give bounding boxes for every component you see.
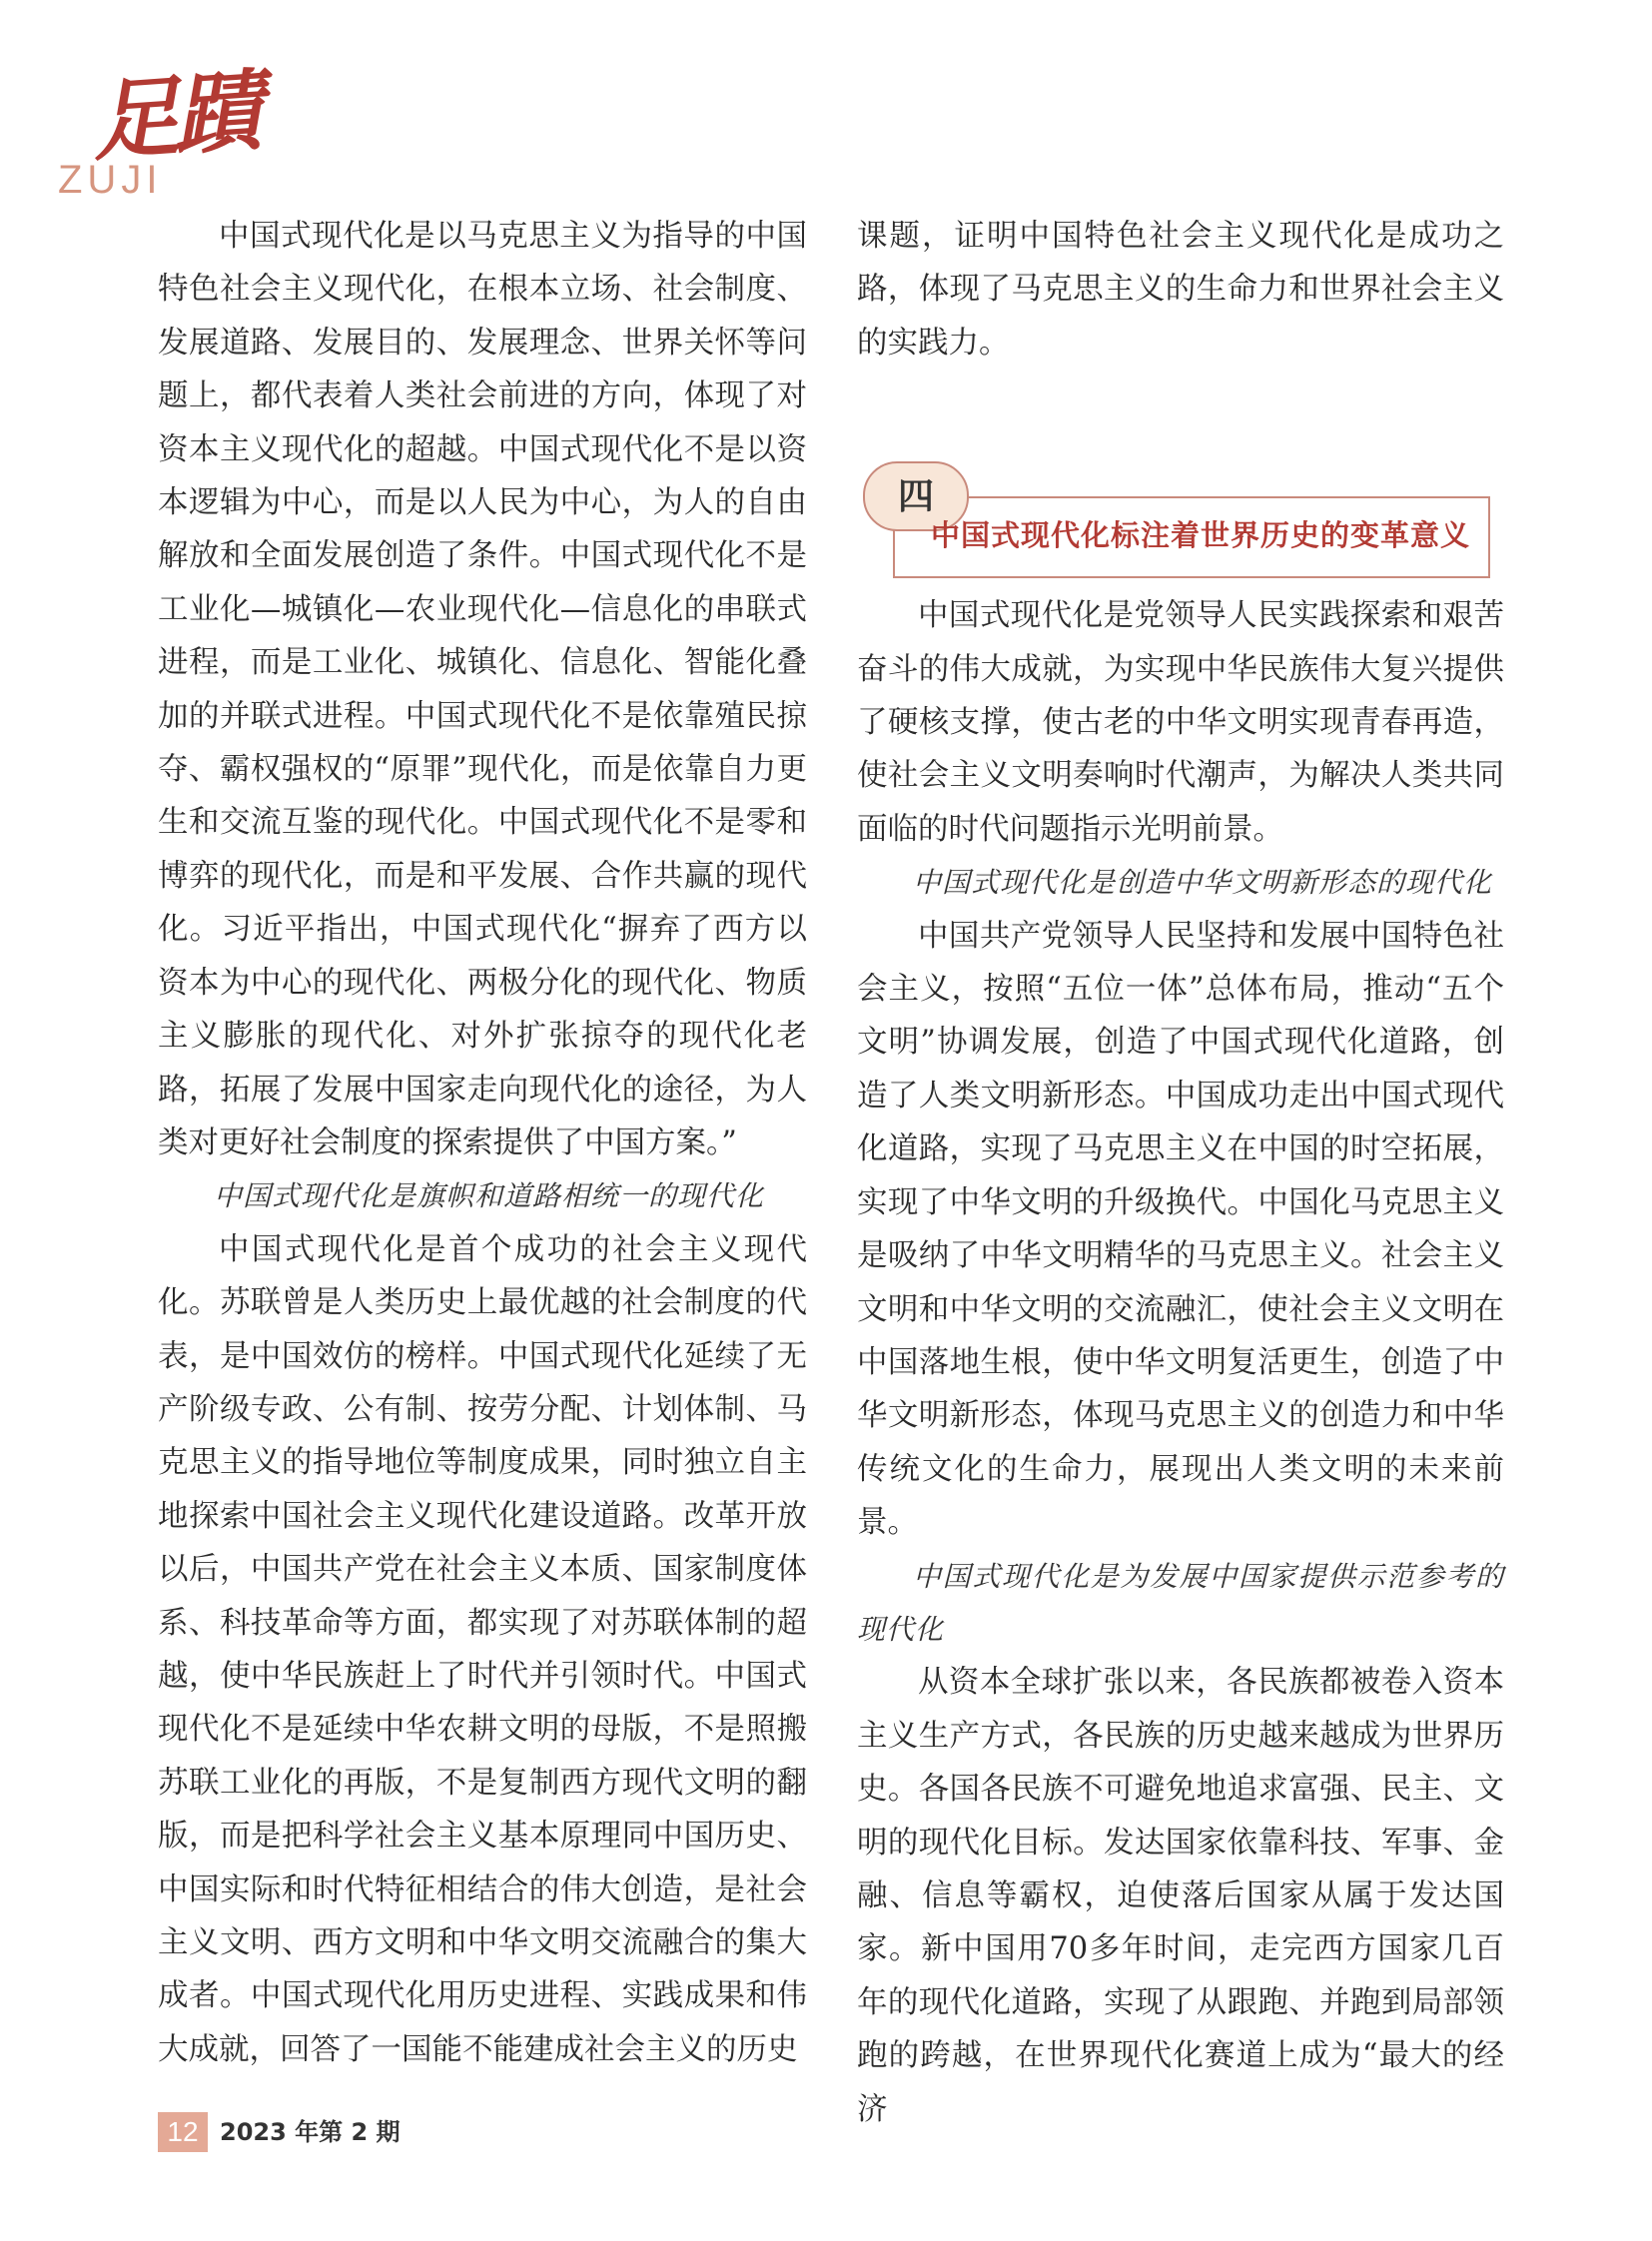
paragraph: 中国式现代化是首个成功的社会主义现代化。苏联曾是人类历史上最优越的社会制度的代表，是中国效仿的榜样。中国式现代化延续了无产阶级专政、公有制、按劳分配、计划体制、马克思主义的指导地位等制度成果，同时独立自主地探索中国社会主义现代化建设道路。改革开放以后，中国共产党在社会主义本质、国家制度体系、科技革命等方面，都实现了对苏联体制的超越，使中华民族赶上了时代并引领时代。中国式现代化不是延续中华农耕文明的母版，不是照搬苏联工业化的再版，不是复制西方现代文明的翻版，而是把科学社会主义基本原理同中国历史、中国实际和时代特征相结合的伟大创造，是社会主义文明、西方文明和中华文明交流融合的集大成者。中国式现代化用历史进程、实践成果和伟大成就，回答了一国能不能建成社会主义的历史 (158, 1231, 807, 2067)
subheading: 中国式现代化是旗帜和道路相统一的现代化 (214, 1179, 765, 1213)
paragraph: 从资本全球扩张以来，各民族都被卷入资本主义生产方式，各民族的历史越来越成为世界历史。各国各民族不可避免地追求富强、民主、文明的现代化目标。发达国家依靠科技、军事、金融、信息等霸权，迫使落后国家从属于发达国家。新中国用70多年时间，走完西方国家几百年的现代化道路，实现了从跟跑、并跑到局部领跑的跨越，在世界现代化赛道上成为“最大的经济 (857, 1665, 1504, 2127)
page-number: 12 (158, 2112, 208, 2152)
issue-label: 2023 年第 2 期 (220, 2118, 401, 2146)
section-number: 四 (863, 461, 969, 531)
magazine-logo: 足蹟 (88, 58, 260, 174)
subheading: 中国式现代化是为发展中国家提供示范参考的现代化 (857, 1559, 1504, 1646)
right-column (857, 210, 1504, 2136)
left-column (158, 210, 807, 2076)
paragraph: 中国式现代化是以马克思主义为指导的中国特色社会主义现代化，在根本立场、社会制度、发展道路、发展目的、发展理念、世界关怀等问题上，都代表着人类社会前进的方向，体现了对资本主义现代化的超越。中国式现代化不是以资本逻辑为中心，而是以人民为中心，为人的自由解放和全面发展创造了条件。中国式现代化不是工业化—城镇化—农业现代化—信息化的串联式进程，而是工业化、城镇化、信息化、智能化叠加的并联式进程。中国式现代化不是依靠殖民掠夺、霸权强权的“原罪”现代化，而是依靠自力更生和交流互鉴的现代化。中国式现代化不是零和博弈的现代化，而是和平发展、合作共赢的现代化。习近平指出，中国式现代化“摒弃了西方以资本为中心的现代化、两极分化的现代化、物质主义膨胀的现代化、对外扩张掠夺的现代化老路，拓展了发展中国家走向现代化的途径，为人类对更好社会制度的探索提供了中国方案。” (158, 219, 807, 1160)
paragraph: 中国式现代化是党领导人民实践探索和艰苦奋斗的伟大成就，为实现中华民族伟大复兴提供了硬核支撑，使古老的中华文明实现青春再造，使社会主义文明奏响时代潮声，为解决人类共同面临的时代问题指示光明前景。 (857, 598, 1504, 847)
section-title: 中国式现代化标注着世界历史的变革意义 (930, 517, 1470, 552)
subheading: 中国式现代化是创造中华文明新形态的现代化 (913, 866, 1493, 900)
magazine-logo-pinyin: ZUJI (58, 158, 163, 202)
section-heading (857, 370, 1504, 589)
paragraph: 中国共产党领导人民坚持和发展中国特色社会主义，按照“五位一体”总体布局，推动“五个文明”协调发展，创造了中国式现代化道路，创造了人类文明新形态。中国成功走出中国式现代化道路，实现了马克思主义在中国的时空拓展，实现了中华文明的升级换代。中国化马克思主义是吸纳了中华文明精华的马克思主义。社会主义文明和中华文明的交流融汇，使社会主义文明在中国落地生根，使中华文明复活更生，创造了中华文明新形态，体现马克思主义的创造力和中华传统文化的生命力，展现出人类文明的未来前景。 (857, 918, 1504, 1541)
paragraph-continued: 课题，证明中国特色社会主义现代化是成功之路，体现了马克思主义的生命力和世界社会主义的实践力。 (857, 219, 1504, 361)
